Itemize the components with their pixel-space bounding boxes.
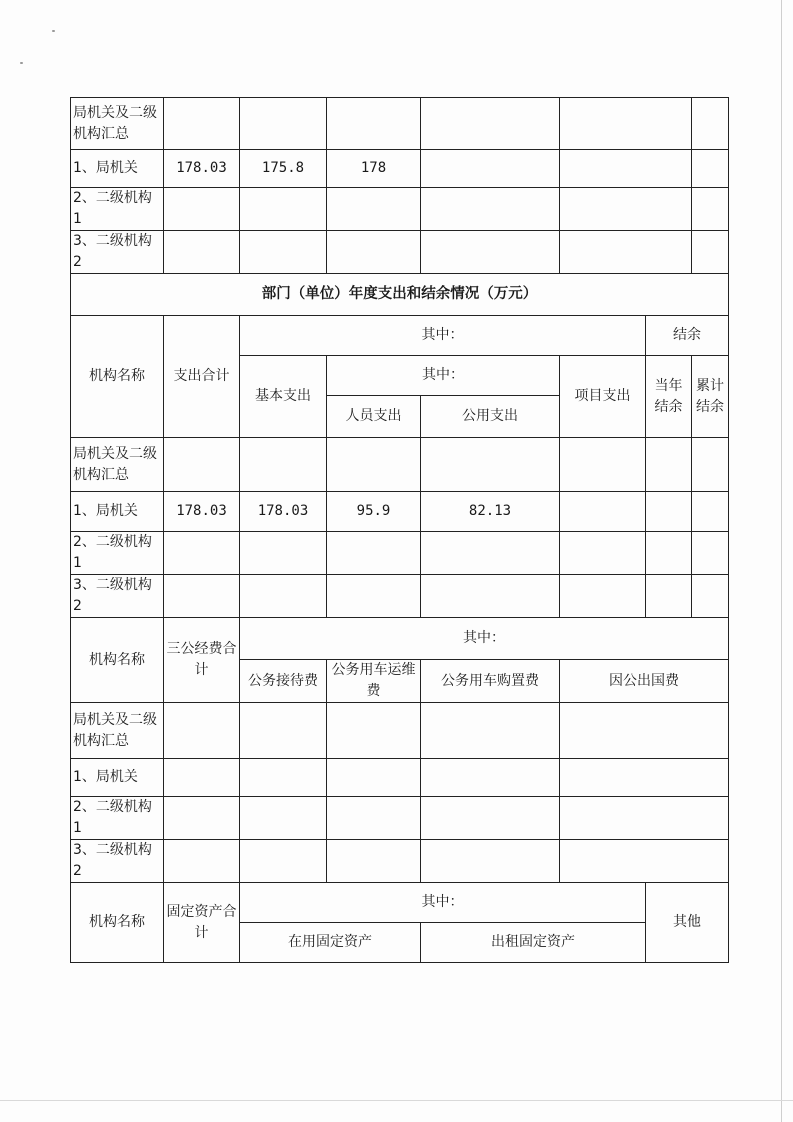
header-of-which: 其中： [240,618,729,660]
cell [327,759,421,797]
cell [240,840,327,883]
cell [421,759,560,797]
cell [164,703,240,759]
cell [327,532,421,575]
table-row [71,759,729,797]
table-row [71,840,729,883]
cell [560,492,646,532]
header-car-maintenance: 公务用车运维费 [327,660,421,703]
header-org-name: 机构名称 [71,883,164,963]
cell [240,759,327,797]
cell [560,575,646,618]
cell [240,797,327,840]
header-of-which: 其中： [240,316,646,356]
org-name-cell: 局机关及二级机构汇总 [71,438,164,492]
value-cell: 178 [327,150,421,188]
org-name-cell: 2、二级机构 1 [71,797,164,840]
table-row [71,188,729,231]
org-name-cell: 1、局机关 [71,759,164,797]
cell [421,575,560,618]
cell [421,703,560,759]
cell [560,840,729,883]
cell [560,150,692,188]
cell [421,98,560,150]
table-row [71,532,729,575]
org-name-cell: 3、二级机构 2 [71,231,164,274]
org-name-cell: 局机关及二级机构汇总 [71,703,164,759]
org-name-cell: 2、二级机构 1 [71,532,164,575]
header-public-expense: 公用支出 [421,396,560,438]
cell [164,231,240,274]
cell [692,575,729,618]
cell [164,532,240,575]
cell [240,438,327,492]
cell [646,492,692,532]
table-row [71,150,729,188]
cell [560,231,692,274]
table-row [71,575,729,618]
header-expense-total: 支出合计 [164,316,240,438]
header-org-name: 机构名称 [71,618,164,703]
header-other: 其他 [646,883,729,963]
header-reception: 公务接待费 [240,660,327,703]
header-of-which: 其中： [240,883,646,923]
header-car-purchase: 公务用车购置费 [421,660,560,703]
cell [560,797,729,840]
scan-speck [52,30,55,32]
cell [646,575,692,618]
cell [327,188,421,231]
header-org-name: 机构名称 [71,316,164,438]
table-row [71,618,729,660]
table-row [71,274,729,316]
org-name-cell: 3、二级机构 2 [71,840,164,883]
cell [421,840,560,883]
cell [646,438,692,492]
cell [164,98,240,150]
cell [240,703,327,759]
cell [560,438,646,492]
cell [240,532,327,575]
scan-edge-bottom [0,1100,793,1101]
table-row [71,797,729,840]
header-abroad: 因公出国费 [560,660,729,703]
table-row [71,438,729,492]
cell [692,150,729,188]
cell [327,231,421,274]
org-name-cell: 1、局机关 [71,150,164,188]
cell [692,438,729,492]
cell [327,797,421,840]
value-cell: 175.8 [240,150,327,188]
cell [692,231,729,274]
org-name-cell: 2、二级机构 1 [71,188,164,231]
cell [560,188,692,231]
cell [692,492,729,532]
cell [240,188,327,231]
cell [240,575,327,618]
table-row [71,98,729,150]
value-cell: 82.13 [421,492,560,532]
header-personnel-expense: 人员支出 [327,396,421,438]
cell [164,840,240,883]
cell [421,188,560,231]
org-name-cell: 局机关及二级机构汇总 [71,98,164,150]
header-basic-of-which: 其中： [327,356,560,396]
cell [327,575,421,618]
table-row [71,316,729,356]
cell [164,575,240,618]
org-name-cell: 1、局机关 [71,492,164,532]
budget-table [70,97,729,963]
table-row [71,883,729,923]
cell [560,703,729,759]
cell [692,532,729,575]
header-project-expense: 项目支出 [560,356,646,438]
header-assets-rented: 出租固定资产 [421,923,646,963]
scan-edge-right [781,0,782,1122]
cell [421,231,560,274]
cell [164,797,240,840]
table-row [71,492,729,532]
cell [560,532,646,575]
cell [327,703,421,759]
cell [327,438,421,492]
cell [560,759,729,797]
header-current-balance: 当年结余 [646,356,692,438]
cell [164,188,240,231]
cell [421,532,560,575]
value-cell: 178.03 [164,150,240,188]
table-row [71,231,729,274]
cell [327,840,421,883]
header-three-public-total: 三公经费合计 [164,618,240,703]
cell [646,532,692,575]
value-cell: 95.9 [327,492,421,532]
cell [327,98,421,150]
header-basic-expense: 基本支出 [240,356,327,438]
org-name-cell: 3、二级机构 2 [71,575,164,618]
value-cell: 178.03 [240,492,327,532]
cell [164,759,240,797]
cell [560,98,692,150]
scan-speck [20,62,23,64]
header-cumulative-balance: 累计结余 [692,356,729,438]
header-assets-in-use: 在用固定资产 [240,923,421,963]
cell [421,150,560,188]
cell [692,188,729,231]
cell [421,797,560,840]
cell [240,231,327,274]
cell [421,438,560,492]
cell [164,438,240,492]
table-row [71,703,729,759]
header-balance: 结余 [646,316,729,356]
section-title: 部门（单位）年度支出和结余情况（万元） [71,274,729,316]
cell [692,98,729,150]
header-fixed-assets-total: 固定资产合计 [164,883,240,963]
cell [240,98,327,150]
value-cell: 178.03 [164,492,240,532]
